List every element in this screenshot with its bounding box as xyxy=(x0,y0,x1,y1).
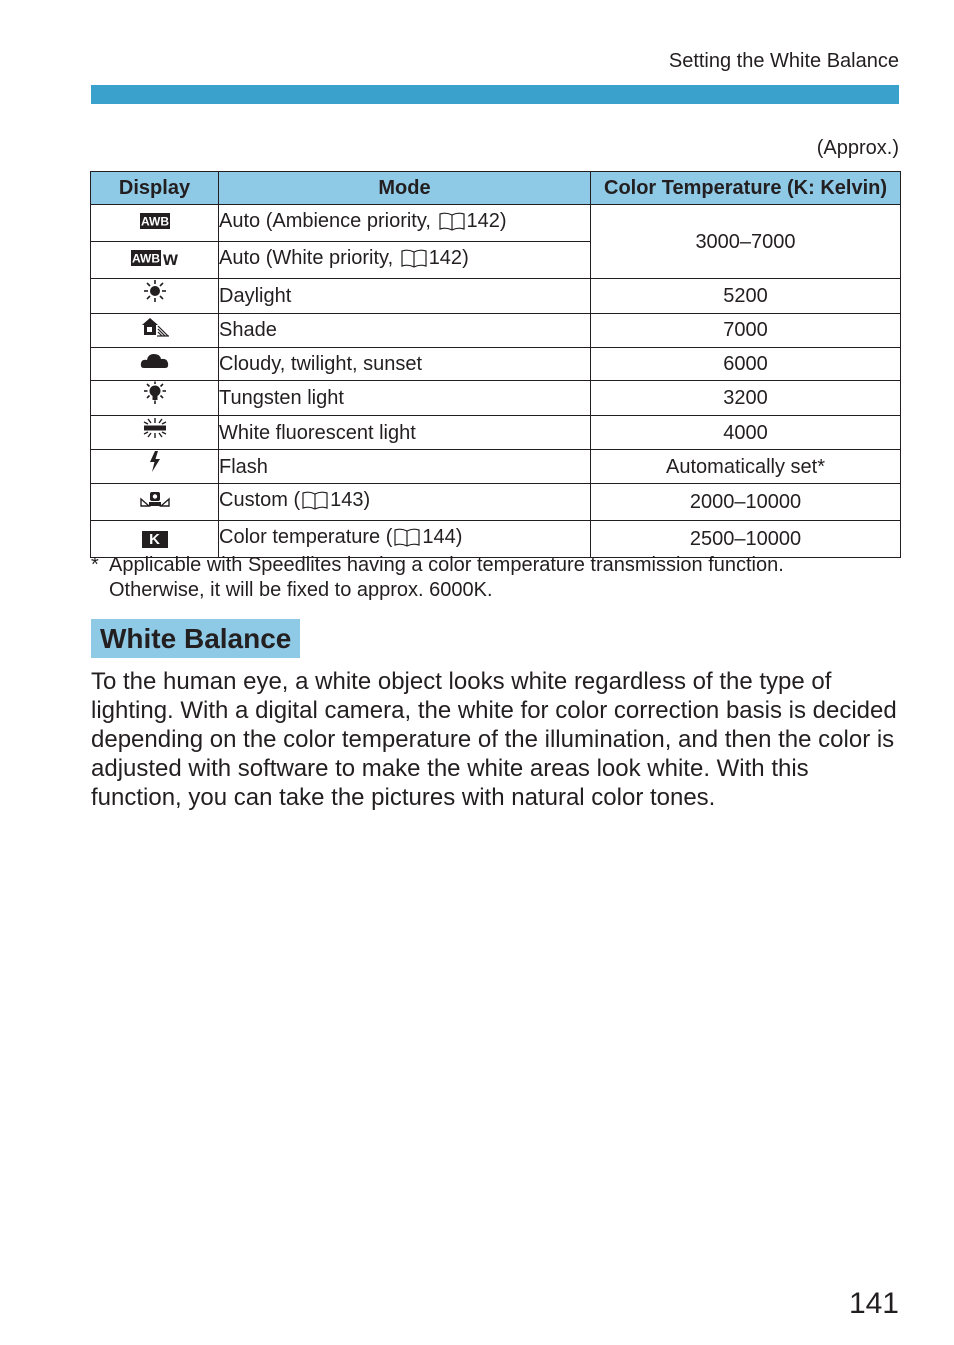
shade-house-icon xyxy=(140,315,170,347)
display-cell xyxy=(91,314,219,348)
display-cell xyxy=(91,520,219,557)
custom-wb-icon xyxy=(140,486,170,518)
footnote-marker: * xyxy=(91,554,99,576)
daylight-sun-icon xyxy=(143,279,167,313)
mode-text: Custom ( xyxy=(219,488,301,511)
table-header-row xyxy=(91,172,901,205)
book-page-icon xyxy=(302,488,328,520)
header-mode: Mode xyxy=(219,172,591,205)
page-ref: 142 xyxy=(466,210,500,232)
display-cell xyxy=(91,205,219,242)
table-row xyxy=(91,279,901,314)
table-row xyxy=(91,314,901,348)
fluorescent-icon xyxy=(142,417,168,449)
flash-icon xyxy=(148,451,162,483)
awb-white-suffix: w xyxy=(163,249,178,271)
book-page-icon xyxy=(401,246,427,278)
cloudy-icon xyxy=(140,348,170,380)
page-ref: 143 xyxy=(330,488,364,511)
mode-cell xyxy=(219,483,591,520)
footnote xyxy=(91,553,899,603)
temperature-cell: 2000–10000 xyxy=(591,483,901,520)
display-cell xyxy=(91,416,219,450)
kelvin-k-icon: K xyxy=(142,531,168,548)
header-color-temperature: Color Temperature (K: Kelvin) xyxy=(591,172,901,205)
mode-cell xyxy=(219,242,591,279)
temperature-cell: 7000 xyxy=(591,314,901,348)
section-body: To the human eye, a white object looks white regardless of the type of lighting. With a digital camera, the white for color correction basis is decided depending on the color temperature of the illumination, and then the color is adjusted with software to make the white areas look white. With this function, you can take the pictures with natural color tones. xyxy=(91,668,897,811)
page-ref: 142 xyxy=(428,247,463,269)
temperature-cell: 6000 xyxy=(591,347,901,381)
display-cell xyxy=(91,381,219,416)
display-cell xyxy=(91,450,219,484)
mode-text: Auto (White priority, xyxy=(219,247,399,269)
table-row xyxy=(91,450,901,484)
table-row xyxy=(91,520,901,557)
mode-text-end: ) xyxy=(499,210,507,232)
awb-white-icon xyxy=(131,244,161,276)
svg-text:AWB: AWB xyxy=(132,251,161,266)
display-cell xyxy=(91,242,219,279)
mode-cell: White fluorescent light xyxy=(219,416,591,450)
temperature-cell: 5200 xyxy=(591,279,901,314)
header-display: Display xyxy=(91,172,219,205)
footnote-line-2: Otherwise, it will be fixed to approx. 6000K. xyxy=(109,579,493,601)
table-row xyxy=(91,483,901,520)
mode-cell xyxy=(219,205,591,242)
temperature-cell: 2500–10000 xyxy=(591,520,901,557)
approx-note: (Approx.) xyxy=(816,137,899,159)
temperature-cell: 3000–7000 xyxy=(591,205,901,279)
mode-cell: Flash xyxy=(219,450,591,484)
mode-text: Auto (Ambience priority, xyxy=(219,210,437,232)
temperature-cell: Automatically set* xyxy=(591,450,901,484)
page-number: 141 xyxy=(848,1287,899,1320)
display-cell xyxy=(91,483,219,520)
temperature-cell: 4000 xyxy=(591,416,901,450)
mode-text: Color temperature ( xyxy=(219,525,393,548)
display-cell xyxy=(91,347,219,381)
mode-text-end: ) xyxy=(363,488,371,511)
mode-text-end: ) xyxy=(462,247,469,269)
book-page-icon xyxy=(439,209,465,241)
table-row xyxy=(91,347,901,381)
header-bar xyxy=(91,85,899,104)
display-cell xyxy=(91,279,219,314)
running-header: Setting the White Balance xyxy=(668,50,899,72)
table-row xyxy=(91,205,901,242)
mode-text-end: ) xyxy=(455,525,463,548)
mode-cell: Cloudy, twilight, sunset xyxy=(219,347,591,381)
tungsten-bulb-icon xyxy=(142,381,168,415)
table-row xyxy=(91,381,901,416)
footnote-line-1: Applicable with Speedlites having a color temperature transmission function. xyxy=(109,554,784,576)
mode-cell: Tungsten light xyxy=(219,381,591,416)
mode-cell: Shade xyxy=(219,314,591,348)
section-title: White Balance xyxy=(91,619,300,658)
mode-cell xyxy=(219,520,591,557)
temperature-cell: 3200 xyxy=(591,381,901,416)
white-balance-table xyxy=(90,171,901,558)
page-ref: 144 xyxy=(422,525,456,548)
awb-icon xyxy=(140,207,170,239)
mode-cell: Daylight xyxy=(219,279,591,314)
svg-text:AWB: AWB xyxy=(140,214,169,229)
table-row xyxy=(91,416,901,450)
